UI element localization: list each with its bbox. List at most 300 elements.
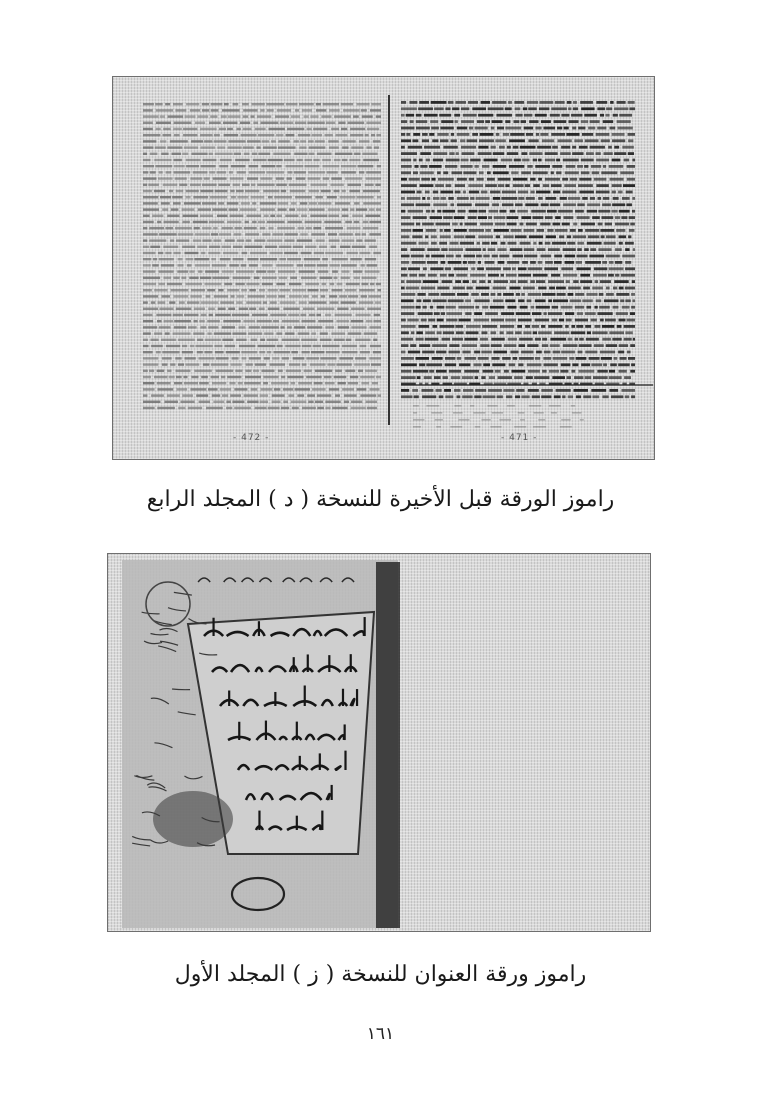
text-stroke: [355, 357, 366, 359]
text-stroke: [233, 184, 240, 186]
text-stroke: [287, 221, 301, 223]
text-stroke: [362, 277, 377, 279]
text-stroke: [448, 274, 454, 277]
text-stroke: [604, 299, 619, 302]
text-stroke: [494, 216, 506, 219]
text-stroke: [512, 267, 516, 270]
text-stroke: [373, 252, 381, 254]
text-stroke: [251, 388, 258, 390]
text-stroke: [555, 216, 561, 219]
text-stroke: [288, 171, 293, 173]
text-stroke: [556, 287, 566, 290]
text-stroke: [302, 363, 307, 365]
text-stroke: [365, 215, 380, 217]
text-stroke: [460, 242, 474, 245]
text-stroke: [256, 270, 266, 272]
text-stroke: [328, 140, 338, 142]
text-stroke: [505, 127, 521, 130]
text-stroke: [244, 382, 261, 384]
text-stroke: [524, 114, 533, 117]
text-stroke: [613, 287, 617, 290]
text-stroke: [448, 261, 462, 264]
text-stroke: [240, 208, 257, 210]
text-stroke: [419, 363, 425, 366]
text-stroke: [425, 235, 428, 238]
text-stroke: [322, 283, 327, 285]
text-stroke: [160, 115, 165, 117]
text-stroke: [530, 191, 534, 194]
text-stroke: [306, 227, 312, 229]
text-stroke: [581, 171, 590, 174]
text-stroke: [618, 363, 630, 366]
text-stroke: [530, 280, 535, 283]
text-stroke: [174, 171, 191, 173]
text-stroke: [533, 171, 548, 174]
text-stroke: [437, 331, 442, 334]
text-stroke: [449, 344, 459, 347]
text-stroke: [587, 331, 591, 334]
text-stroke: [591, 165, 601, 168]
text-stroke: [258, 221, 265, 223]
text-stroke: [533, 274, 548, 277]
text-stroke: [284, 159, 295, 161]
text-stroke: [598, 248, 611, 251]
text-stroke: [418, 107, 433, 110]
text-stroke: [525, 184, 530, 187]
text-stroke: [264, 357, 270, 359]
text-stroke: [176, 190, 183, 192]
text-stroke: [629, 107, 635, 110]
text-stroke: [426, 405, 439, 407]
text-stroke: [360, 345, 367, 347]
text-stroke: [203, 159, 217, 161]
text-stroke: [206, 295, 211, 297]
text-stroke: [288, 314, 299, 316]
text-stroke: [513, 178, 528, 181]
text-stroke: [437, 319, 444, 322]
text-stroke: [143, 320, 153, 322]
text-stroke: [302, 407, 316, 409]
text-stroke: [209, 246, 220, 248]
text-stroke: [588, 235, 599, 238]
text-stroke: [284, 252, 298, 254]
text-stroke: [505, 107, 512, 110]
text-stroke: [219, 128, 226, 130]
text-stroke: [507, 223, 517, 226]
text-stroke: [157, 407, 175, 409]
text-stroke: [443, 146, 457, 149]
text-stroke: [627, 165, 635, 168]
text-stroke: [216, 370, 234, 372]
text-stroke: [628, 139, 633, 142]
text-stroke: [367, 308, 381, 310]
text-stroke: [297, 208, 308, 210]
text-stroke: [431, 235, 437, 238]
text-stroke: [320, 357, 336, 359]
text-stroke: [222, 270, 234, 272]
text-stroke: [536, 280, 545, 283]
text-stroke: [616, 312, 628, 315]
text-stroke: [361, 109, 367, 111]
text-stroke: [451, 139, 457, 142]
text-stroke: [487, 405, 497, 407]
text-stroke: [440, 229, 443, 232]
text-stroke: [161, 295, 170, 297]
text-stroke: [198, 357, 214, 359]
text-stroke: [373, 320, 381, 322]
text-stroke: [568, 107, 571, 110]
text-stroke: [601, 171, 617, 174]
text-stroke: [507, 146, 511, 149]
text-stroke: [246, 239, 252, 241]
text-stroke: [210, 196, 227, 198]
text-stroke: [376, 208, 381, 210]
text-stroke: [241, 202, 250, 204]
text-stroke: [622, 146, 634, 149]
text-stroke: [603, 165, 606, 168]
text-stroke: [401, 171, 411, 174]
text-stroke: [335, 314, 352, 316]
text-stroke: [425, 338, 439, 341]
text-stroke: [154, 332, 162, 334]
text-stroke: [613, 306, 619, 309]
text-stroke: [562, 178, 568, 181]
text-stroke: [268, 407, 280, 409]
text-stroke: [285, 345, 300, 347]
text-stroke: [342, 146, 348, 148]
text-stroke: [413, 426, 421, 428]
text-stroke: [254, 239, 265, 241]
text-stroke: [219, 233, 231, 235]
text-stroke: [443, 216, 452, 219]
text-stroke: [465, 312, 471, 315]
text-stroke: [442, 338, 451, 341]
text-stroke: [320, 332, 328, 334]
text-stroke: [236, 339, 247, 341]
text-stroke: [191, 153, 207, 155]
text-stroke: [454, 229, 467, 232]
text-stroke: [536, 133, 539, 136]
text-stroke: [143, 140, 156, 142]
text-stroke: [481, 101, 490, 104]
text-stroke: [291, 115, 300, 117]
text-stroke: [421, 319, 427, 322]
text-stroke: [545, 178, 560, 181]
text-stroke: [310, 115, 318, 117]
text-stroke: [462, 395, 472, 398]
text-stroke: [220, 159, 232, 161]
text-stroke: [526, 376, 533, 379]
text-stroke: [501, 312, 514, 315]
text-stroke: [373, 339, 377, 341]
text-stroke: [197, 351, 203, 353]
text-stroke: [541, 120, 551, 123]
text-stroke: [478, 146, 488, 149]
text-stroke: [223, 320, 240, 322]
text-stroke: [437, 306, 445, 309]
text-stroke: [544, 351, 551, 354]
text-stroke: [230, 394, 241, 396]
text-stroke: [329, 388, 339, 390]
text-stroke: [468, 216, 477, 219]
text-stroke: [143, 153, 147, 155]
text-stroke: [470, 274, 485, 277]
text-stroke: [208, 252, 220, 254]
text-stroke: [299, 301, 307, 303]
text-stroke: [462, 351, 470, 354]
text-stroke: [539, 107, 549, 110]
page-number: ١٦١: [366, 1024, 395, 1044]
text-stroke: [479, 171, 484, 174]
text-stroke: [204, 351, 212, 353]
text-stroke: [329, 239, 340, 241]
text-stroke: [249, 357, 261, 359]
text-stroke: [511, 229, 522, 232]
text-stroke: [373, 140, 381, 142]
text-stroke: [374, 146, 379, 148]
text-stroke: [437, 287, 449, 290]
text-stroke: [539, 242, 543, 245]
text-stroke: [173, 103, 183, 105]
text-stroke: [534, 376, 549, 379]
text-stroke: [522, 159, 529, 162]
text-stroke: [445, 165, 457, 168]
text-stroke: [320, 339, 332, 341]
text-stroke: [143, 388, 155, 390]
text-stroke: [550, 338, 566, 341]
text-stroke: [344, 401, 349, 403]
text-stroke: [401, 389, 409, 392]
text-stroke: [171, 208, 179, 210]
text-stroke: [426, 159, 430, 162]
text-stroke: [543, 312, 546, 315]
text-stroke: [187, 264, 192, 266]
text-stroke: [162, 363, 168, 365]
text-stroke: [561, 363, 571, 366]
text-stroke: [230, 177, 244, 179]
text-stroke: [207, 289, 215, 291]
text-stroke: [190, 295, 202, 297]
text-stroke: [212, 394, 221, 396]
text-stroke: [413, 159, 416, 162]
text-stroke: [143, 401, 160, 403]
text-stroke: [311, 351, 324, 353]
text-stroke: [446, 319, 457, 322]
text-stroke: [143, 196, 158, 198]
text-stroke: [469, 210, 478, 213]
text-stroke: [366, 320, 373, 322]
text-stroke: [513, 120, 519, 123]
text-stroke: [435, 184, 444, 187]
text-stroke: [164, 320, 174, 322]
text-stroke: [609, 389, 618, 392]
text-stroke: [423, 280, 439, 283]
text-stroke: [545, 159, 555, 162]
text-stroke: [521, 395, 529, 398]
text-stroke: [167, 115, 183, 117]
text-stroke: [401, 146, 405, 149]
text-stroke: [329, 295, 337, 297]
text-stroke: [464, 255, 475, 258]
text-stroke: [243, 128, 252, 130]
text-stroke: [563, 274, 577, 277]
text-stroke: [221, 115, 227, 117]
text-stroke: [441, 248, 447, 251]
text-stroke: [161, 153, 168, 155]
text-stroke: [538, 419, 545, 421]
text-stroke: [487, 171, 491, 174]
text-stroke: [183, 134, 197, 136]
text-stroke: [532, 325, 539, 328]
text-stroke: [311, 233, 325, 235]
text-stroke: [509, 139, 525, 142]
text-stroke: [348, 295, 358, 297]
text-stroke: [491, 293, 496, 296]
text-stroke: [609, 261, 613, 264]
text-stroke: [278, 146, 296, 148]
text-stroke: [252, 221, 257, 223]
text-stroke: [510, 248, 523, 251]
text-stroke: [511, 370, 525, 373]
text-stroke: [158, 283, 165, 285]
text-stroke: [426, 363, 442, 366]
text-stroke: [581, 363, 590, 366]
text-stroke: [559, 319, 564, 322]
text-stroke: [298, 382, 312, 384]
text-stroke: [401, 139, 411, 142]
text-stroke: [587, 242, 602, 245]
text-stroke: [258, 345, 276, 347]
text-stroke: [571, 114, 582, 117]
text-stroke: [563, 216, 573, 219]
text-stroke: [218, 308, 226, 310]
text-stroke: [577, 242, 584, 245]
text-stroke: [455, 280, 461, 283]
text-stroke: [316, 314, 321, 316]
text-stroke: [401, 133, 405, 136]
text-stroke: [318, 320, 333, 322]
text-stroke: [549, 287, 555, 290]
text-stroke: [401, 274, 407, 277]
text-stroke: [491, 338, 504, 341]
text-stroke: [561, 267, 573, 270]
text-stroke: [549, 370, 559, 373]
text-stroke: [276, 283, 285, 285]
text-stroke: [505, 299, 515, 302]
text-stroke: [341, 165, 356, 167]
text-stroke: [317, 264, 328, 266]
text-stroke: [375, 184, 380, 186]
text-stroke: [548, 299, 552, 302]
text-stroke: [230, 190, 234, 192]
text-stroke: [401, 331, 409, 334]
text-stroke: [578, 370, 594, 373]
text-stroke: [596, 191, 610, 194]
text-stroke: [342, 388, 354, 390]
text-stroke: [238, 326, 245, 328]
text-stroke: [170, 239, 174, 241]
text-stroke: [505, 184, 509, 187]
text-stroke: [552, 242, 566, 245]
text-stroke: [501, 197, 517, 200]
text-stroke: [212, 208, 227, 210]
text-stroke: [495, 223, 505, 226]
text-stroke: [348, 382, 358, 384]
text-stroke: [143, 159, 150, 161]
text-stroke: [598, 210, 610, 213]
text-stroke: [622, 306, 630, 309]
text-stroke: [354, 202, 359, 204]
text-stroke: [490, 331, 496, 334]
text-stroke: [431, 412, 442, 414]
text-stroke: [370, 283, 374, 285]
text-stroke: [457, 293, 469, 296]
text-stroke: [249, 308, 256, 310]
text-stroke: [143, 252, 155, 254]
text-stroke: [605, 319, 616, 322]
text-stroke: [510, 287, 521, 290]
text-stroke: [488, 274, 499, 277]
text-stroke: [535, 338, 541, 341]
text-stroke: [598, 223, 603, 226]
text-stroke: [503, 389, 514, 392]
text-stroke: [493, 171, 509, 174]
text-stroke: [613, 197, 619, 200]
text-stroke: [184, 202, 201, 204]
text-stroke: [614, 280, 628, 283]
text-stroke: [227, 376, 241, 378]
text-stroke: [213, 177, 227, 179]
text-stroke: [154, 190, 165, 192]
text-stroke: [162, 208, 168, 210]
text-stroke: [234, 153, 241, 155]
text-stroke: [276, 332, 282, 334]
text-stroke: [335, 134, 347, 136]
text-stroke: [201, 252, 205, 254]
text-stroke: [245, 190, 259, 192]
text-stroke: [419, 344, 430, 347]
text-stroke: [351, 326, 366, 328]
text-stroke: [155, 103, 162, 105]
text-stroke: [432, 139, 438, 142]
text-stroke: [518, 197, 524, 200]
text-stroke: [313, 128, 327, 130]
text-stroke: [525, 203, 538, 206]
text-stroke: [550, 114, 560, 117]
text-stroke: [325, 252, 343, 254]
text-stroke: [573, 101, 577, 104]
text-stroke: [143, 357, 158, 359]
text-stroke: [248, 332, 262, 334]
text-stroke: [566, 165, 576, 168]
text-stroke: [440, 197, 445, 200]
text-stroke: [542, 139, 554, 142]
text-stroke: [606, 287, 610, 290]
text-stroke: [229, 382, 235, 384]
text-stroke: [160, 196, 171, 198]
text-stroke: [445, 363, 456, 366]
text-stroke: [262, 283, 273, 285]
text-stroke: [427, 248, 439, 251]
text-stroke: [188, 326, 197, 328]
text-stroke: [515, 114, 522, 117]
text-stroke: [456, 255, 461, 258]
text-stroke: [435, 389, 441, 392]
text-stroke: [143, 190, 152, 192]
text-stroke: [340, 246, 350, 248]
text-stroke: [628, 101, 635, 104]
text-stroke: [631, 293, 635, 296]
